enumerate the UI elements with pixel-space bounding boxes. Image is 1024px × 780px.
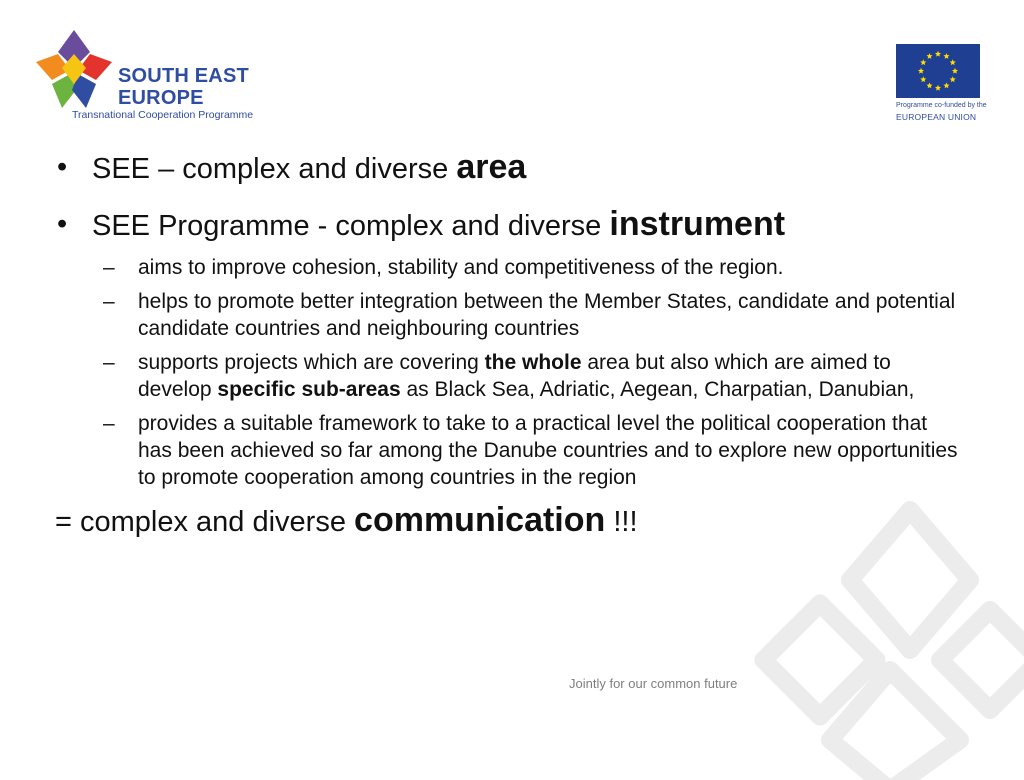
sub-bullet-marker: – — [103, 290, 115, 313]
sub-bullet-item — [55, 410, 958, 491]
eu-flag-icon — [896, 44, 980, 98]
sub-bullet-text: area but also which are aimed to develop — [138, 351, 891, 401]
sub-bullet-item — [55, 288, 958, 342]
logo-title-line2: EUROPE — [118, 87, 204, 109]
sub-bullet-text: aims to improve cohesion, stability and competitiveness of the region. — [138, 256, 784, 279]
sub-bullet-text: as Black Sea, Adriatic, Aegean, Charpatian, Danubian, — [400, 378, 915, 401]
sub-bullet-marker: – — [103, 351, 115, 374]
eu-cofunding-badge — [896, 44, 986, 124]
bullet-marker: • — [57, 208, 68, 240]
sub-bullet-text: provides a suitable framework to take to a practical level the political cooperation that has been achieved so far among the Danube countries and to explore new opportunities to promote cooperation among countries in the region — [138, 412, 958, 489]
conclusion-prefix: = complex and diverse — [55, 506, 355, 538]
see-flower-logo-icon — [32, 28, 116, 112]
bullet-emphasis: area — [456, 148, 527, 186]
sub-bullet-item — [55, 254, 958, 281]
sub-bullet-bold: the whole — [484, 351, 582, 374]
logo-title-line1: SOUTH EAST — [118, 65, 249, 87]
footer-slogan: Jointly for our common future — [569, 676, 738, 691]
sub-bullet-marker: – — [103, 412, 115, 435]
sub-bullet-text: helps to promote better integration between the Member States, candidate and potential candidate countries and neighbouring countries — [138, 290, 956, 340]
conclusion-emphasis: communication — [354, 501, 606, 539]
logo-subtitle: Transnational Cooperation Programme — [72, 109, 254, 121]
sub-bullet-text: supports projects which are covering — [138, 351, 485, 374]
bullet-text: SEE – complex and diverse — [92, 153, 457, 185]
conclusion-line — [55, 503, 975, 540]
sub-bullet-bold: specific sub-areas — [217, 378, 401, 401]
flower-watermark-icon — [740, 500, 1024, 780]
slide-content — [55, 150, 975, 540]
eu-cofunded-text: Programme co-funded by the — [896, 102, 987, 109]
see-programme-logo — [32, 28, 282, 124]
bullet-text: SEE Programme - complex and diverse — [92, 210, 610, 242]
eu-name-text: EUROPEAN UNION — [896, 112, 977, 122]
sub-bullet-item — [55, 349, 958, 403]
sub-bullet-marker: – — [103, 256, 115, 279]
conclusion-suffix: !!! — [605, 506, 638, 538]
bullet-marker: • — [57, 151, 68, 183]
bullet-emphasis: instrument — [609, 205, 786, 243]
bullet-item — [55, 207, 975, 244]
bullet-item — [55, 150, 975, 187]
